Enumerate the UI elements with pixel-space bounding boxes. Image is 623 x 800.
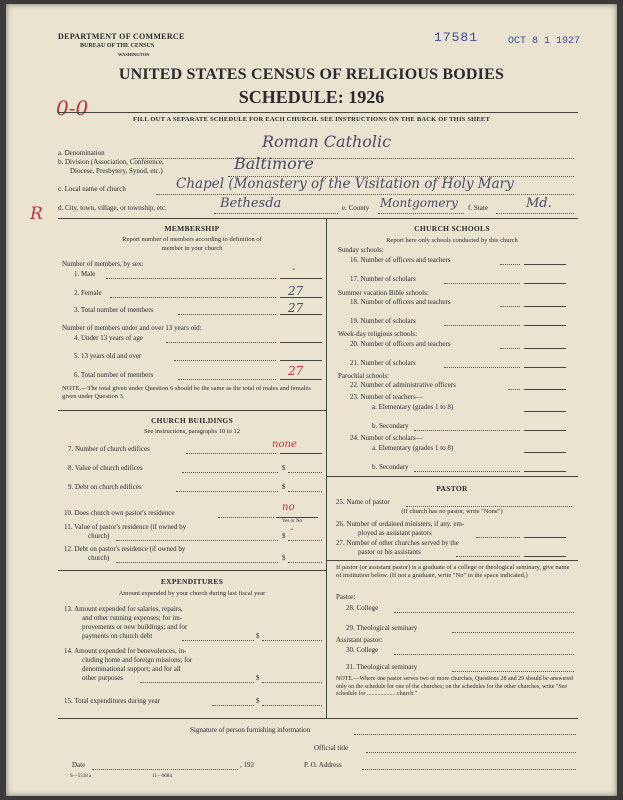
q27-label-2: pastor or his assistants <box>358 548 421 556</box>
yes-no-hint: Yes or No <box>282 519 303 524</box>
q16-dots <box>500 264 520 265</box>
q3-value[interactable]: 27 <box>288 301 304 315</box>
q23a-label: a. Elementary (grades 1 to 8) <box>372 403 454 411</box>
date-line[interactable] <box>92 769 238 770</box>
pastor-rule <box>326 560 578 561</box>
q26-line <box>524 537 566 538</box>
county-label: e. County <box>342 204 370 212</box>
bureau-name: BUREAU OF THE CENSUS <box>80 43 155 49</box>
q12-dots <box>116 562 278 563</box>
buildings-heading: CHURCH BUILDINGS <box>150 416 234 425</box>
q27-line <box>524 556 566 557</box>
county-value[interactable]: Montgomery <box>380 196 458 210</box>
q7-line <box>280 453 322 454</box>
membership-sub-2: member in your church <box>161 245 223 252</box>
q4-dots <box>166 342 276 343</box>
date-stamp: OCT 8 1 1927 <box>508 36 581 47</box>
q11-dots <box>116 540 278 541</box>
q4-label: 4. Under 13 years of age <box>74 334 143 342</box>
asst-pastor-label: Assistant pastor: <box>336 636 383 644</box>
q8-dots <box>182 472 278 473</box>
q9-dots <box>176 491 278 492</box>
q24a-label: a. Elementary (grades 1 to 8) <box>372 444 454 452</box>
q11-label: 11. Value of pastor's residence (if owned by <box>64 523 187 531</box>
q26-label: 26. Number of ordained ministers, if any, em- <box>336 520 465 528</box>
q14-label-3: denominational support; and for all <box>82 665 181 673</box>
q24b-line <box>524 471 566 472</box>
city-value[interactable]: Bethesda <box>220 196 282 211</box>
local-name-value[interactable]: Chapel (Monastery of the Visitation of Holy Mary <box>176 176 514 192</box>
state-label: f. State <box>468 204 488 212</box>
q14-line <box>262 682 322 683</box>
section-top-rule <box>58 218 578 219</box>
q18-label: 18. Number of officers and teachers <box>350 298 451 306</box>
q23b-dots <box>414 430 520 431</box>
department-name: DEPARTMENT OF COMMERCE <box>58 32 185 41</box>
q10-line <box>276 517 318 518</box>
buildings-sub: See instructions, paragraphs 10 to 12 <box>143 428 241 435</box>
pastor-intro: If pastor (or assistant pastor) is a graduate of a college or theological seminary, give name of institution below. (If not a graduate, write "No" in the space indicated.) <box>336 564 570 579</box>
membership-sub-1: Report number of members according to definition of <box>122 236 262 243</box>
parochial-label: Parochial schools: <box>338 372 390 380</box>
q11-dollar: $ <box>282 532 286 540</box>
q28-line <box>394 612 574 613</box>
q9-line <box>288 491 322 492</box>
q18-line <box>524 306 566 307</box>
q27-label: 27. Number of other churches served by the <box>336 539 459 547</box>
q24-label: 24. Number of scholars— <box>350 434 423 442</box>
state-value[interactable]: Md. <box>526 196 552 211</box>
membership-heading: MEMBERSHIP <box>164 224 220 233</box>
pastor-label: Pastor: <box>336 593 356 601</box>
q13-dollar: $ <box>256 632 260 640</box>
county-line <box>378 213 464 214</box>
q14-dollar: $ <box>256 674 260 682</box>
q13-label-4: payments on church debt <box>82 632 153 640</box>
q23-label: 23. Number of teachers— <box>350 393 423 401</box>
red-r-mark: R <box>30 204 43 224</box>
schedule-number-stamp: 17581 <box>434 30 479 45</box>
pastor-note: NOTE.—Where one pastor serves two or more churches, Questions 28 and 29 should be answered only on the schedule for one of the churches; on the schedules for the other churches, write "See schedule for ................... church." <box>336 676 573 697</box>
expenditures-sub: Amount expended by your church during last fiscal year <box>118 590 266 597</box>
q15-dollar: $ <box>256 697 260 705</box>
title-rule <box>58 112 578 113</box>
date-label: Date <box>72 761 86 769</box>
year-label: , 192 <box>240 761 254 769</box>
q29-line <box>452 632 574 633</box>
buildings-bottom-rule <box>58 570 326 571</box>
q22-line <box>524 389 566 390</box>
membership-bottom-rule <box>58 410 326 411</box>
official-title-line[interactable] <box>366 752 576 753</box>
q11-value[interactable]: - <box>290 524 294 535</box>
washington-label: WASHINGTON <box>118 52 150 57</box>
summer-label: Summer vacation Bible schools: <box>338 289 429 297</box>
q10-value[interactable]: no <box>282 502 295 513</box>
q15-label: 15. Total expenditures during year <box>64 697 160 705</box>
q14-label: 14. Amount expended for benevolences, in- <box>64 647 187 655</box>
q20-label: 20. Number of officers and teachers <box>350 340 451 348</box>
q26-label-2: ployed as assistant pastors <box>358 529 432 537</box>
expenditures-heading: EXPENDITURES <box>160 577 224 586</box>
schools-heading: CHURCH SCHOOLS <box>414 224 490 233</box>
q30-label: 30. College <box>346 646 379 654</box>
q14-label-4: other purposes <box>82 674 124 682</box>
q23a-line <box>524 411 566 412</box>
q9-label: 9. Debt on church edifices <box>68 483 142 491</box>
q30-line <box>394 654 574 655</box>
official-title-label: Official title <box>314 744 349 752</box>
q7-value[interactable]: none <box>272 439 297 450</box>
section-bottom-rule <box>58 718 578 719</box>
q23b-line <box>524 430 566 431</box>
q8-line <box>288 472 322 473</box>
q14-dots <box>140 682 254 683</box>
po-address-label: P. O. Address <box>304 761 342 769</box>
q6-line <box>280 379 322 380</box>
q10-label: 10. Does church own pastor's residence <box>64 509 175 517</box>
q17-label: 17. Number of scholars <box>350 275 416 283</box>
q7-label: 7. Number of church edifices <box>68 445 150 453</box>
q19-dots <box>444 325 520 326</box>
q24b-label: b. Secondary <box>372 463 409 471</box>
q15-line <box>262 705 322 706</box>
form-title: UNITED STATES CENSUS OF RELIGIOUS BODIES <box>118 66 505 83</box>
q25-hint: (If church has no pastor, write "None") <box>401 508 503 515</box>
q28-label: 28. College <box>346 604 379 612</box>
q13-dots <box>182 640 254 641</box>
form-number: S—5518 a <box>70 774 92 779</box>
q5-line <box>280 360 322 361</box>
denomination-label: a. Denomination <box>58 149 105 157</box>
q21-line <box>524 367 566 368</box>
q25-label: 25. Name of pastor <box>336 498 390 506</box>
q22-label: 22. Number of administrative officers <box>350 381 456 389</box>
q22-dots <box>508 389 520 390</box>
q2-dots <box>110 297 276 298</box>
by-sex-label: Number of members, by sex: <box>62 260 144 268</box>
q1-dots <box>106 278 276 279</box>
q6-label: 6. Total number of members <box>74 371 154 379</box>
q19-line <box>524 325 566 326</box>
q31-label: 31. Theological seminary <box>346 663 418 671</box>
q3-label: 3. Total number of members <box>74 306 154 314</box>
q15-dots <box>212 705 254 706</box>
q27-dots <box>456 556 520 557</box>
q20-line <box>524 348 566 349</box>
q3-dots <box>178 314 276 315</box>
column-divider <box>326 218 327 718</box>
denomination-line <box>134 158 574 159</box>
q11-line <box>288 540 322 541</box>
q21-dots <box>444 367 520 368</box>
q13-line <box>262 640 322 641</box>
weekday-label: Week-day religious schools: <box>338 330 418 338</box>
q6-value[interactable]: 27 <box>288 364 304 378</box>
q4-line <box>280 342 322 343</box>
division-label-2: Diocese, Presbytery, Synod, etc.) <box>70 167 163 175</box>
q18-dots <box>500 306 520 307</box>
division-value[interactable]: Baltimore <box>234 154 314 173</box>
q13-label-3: provements or new buildings; and for <box>82 623 188 631</box>
signature-line[interactable] <box>354 734 576 735</box>
denomination-value[interactable]: Roman Catholic <box>262 132 392 151</box>
q9-dollar: $ <box>282 483 286 491</box>
instruction-line: FILL OUT A SEPARATE SCHEDULE FOR EACH CHURCH. SEE INSTRUCTIONS ON THE BACK OF THIS SHEET <box>132 116 490 123</box>
q1-line <box>280 278 322 279</box>
q25-line <box>406 506 572 507</box>
q26-dots <box>476 537 520 538</box>
q1-value[interactable]: - <box>292 264 296 275</box>
q17-dots <box>444 283 520 284</box>
q16-line <box>524 264 566 265</box>
q2-label: 2. Female <box>74 289 102 297</box>
q17-line <box>524 283 566 284</box>
q6-dots <box>178 379 276 380</box>
pastor-heading: PASTOR <box>436 484 468 493</box>
census-schedule-sheet <box>6 4 617 796</box>
q16-label: 16. Number of officers and teachers <box>350 256 451 264</box>
q11-label-2: church) <box>88 532 110 540</box>
state-line <box>496 213 574 214</box>
q12-label: 12. Debt on pastor's residence (if owned by <box>64 545 186 553</box>
division-label: b. Division (Association, Conference, <box>58 158 164 166</box>
q2-value[interactable]: 27 <box>288 284 304 298</box>
q23b-label: b. Secondary <box>372 422 409 430</box>
local-name-line <box>156 194 574 195</box>
q12-label-2: church) <box>88 554 110 562</box>
q5-dots <box>174 360 276 361</box>
schools-sub: Report here only schools conducted by this church <box>386 237 518 244</box>
q14-label-2: cluding home and foreign missions; for <box>82 656 193 664</box>
q12-line <box>288 562 322 563</box>
membership-note: NOTE.—The total given under Question 6 should be the same as the total of males and females given under Question 3. <box>62 385 311 400</box>
q21-label: 21. Number of scholars <box>350 359 416 367</box>
q7-dots <box>186 453 276 454</box>
red-code-mark: 0-0 <box>56 96 89 120</box>
po-address-line[interactable] <box>362 769 576 770</box>
city-label: d. City, town, village, or township, etc. <box>58 204 167 212</box>
q13-label-2: and other running expenses; for im- <box>82 614 183 622</box>
q31-line <box>452 671 574 672</box>
q19-label: 19. Number of scholars <box>350 317 416 325</box>
q5-label: 5. 13 years old and over <box>74 352 142 360</box>
city-line <box>214 213 338 214</box>
print-number: 11—9084 <box>152 774 172 779</box>
q1-label: 1. Male <box>74 270 96 278</box>
q24b-dots <box>414 471 520 472</box>
q8-label: 8. Value of church edifices <box>68 464 143 472</box>
q12-dollar: $ <box>282 554 286 562</box>
schools-bottom-rule <box>326 476 578 477</box>
local-name-label: c. Local name of church <box>58 185 126 193</box>
sunday-label: Sunday schools: <box>338 246 384 254</box>
q13-label: 13. Amount expended for salaries, repairs, <box>64 605 183 613</box>
q10-dots <box>218 517 274 518</box>
q20-dots <box>500 348 520 349</box>
q8-dollar: $ <box>282 464 286 472</box>
q29-label: 29. Theological seminary <box>346 624 418 632</box>
q24a-line <box>524 452 566 453</box>
by-age-label: Number of members under and over 13 years old: <box>62 324 202 332</box>
schedule-title: SCHEDULE: 1926 <box>238 87 385 107</box>
signature-label: Signature of person furnishing information <box>190 726 311 734</box>
